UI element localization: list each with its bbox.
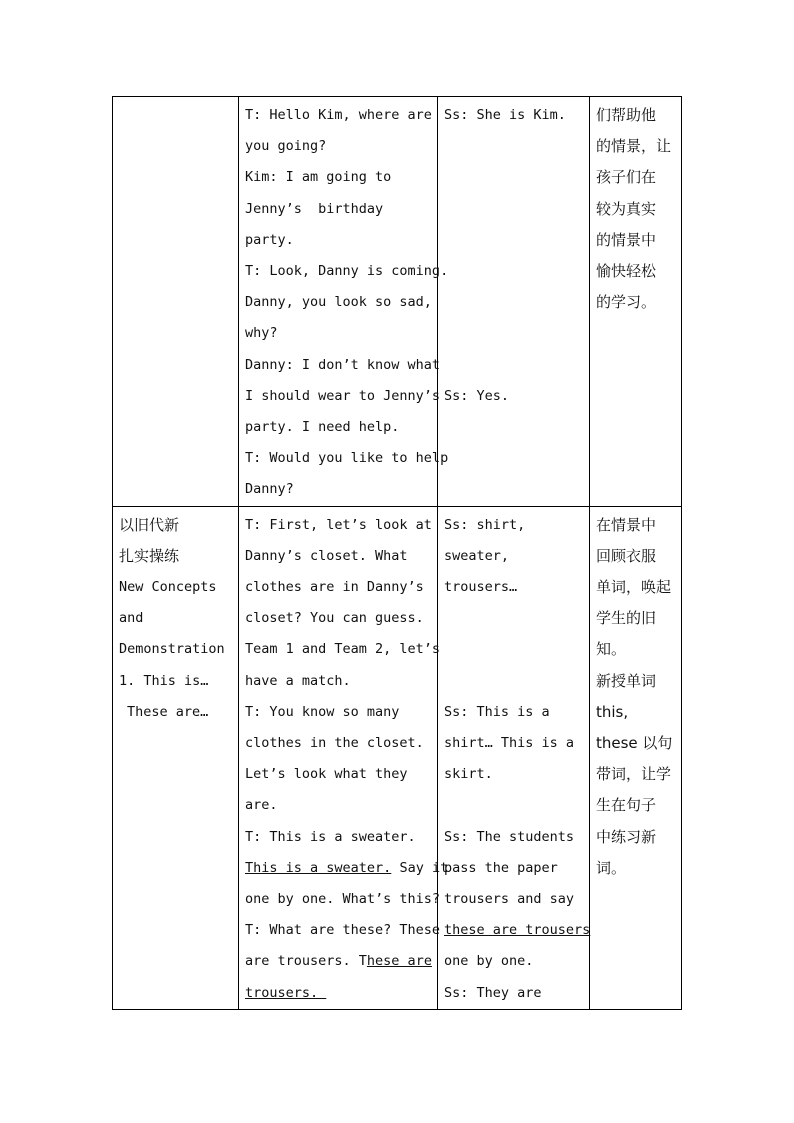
student-response: Ss: This is a (444, 703, 550, 720)
purpose-line: 回顾衣服 (596, 546, 657, 565)
dialogue-line: Danny? (245, 481, 294, 498)
stage-title-en: Demonstration (119, 641, 225, 658)
purpose-line: 带词，让学 (596, 765, 672, 784)
purpose-line: 中练习新 (596, 827, 657, 846)
purpose-line: 的情景，让 (596, 137, 672, 156)
student-response: Ss: They are (444, 984, 542, 1001)
dialogue-line: clothes in the closet. (245, 735, 424, 752)
student-response: shirt… This is a (444, 735, 575, 752)
stage-item: 1. This is… (119, 672, 209, 689)
dialogue-line (245, 853, 449, 884)
purpose-line: these 以句 (596, 734, 673, 753)
dialogue-line: clothes are in Danny’s (245, 579, 424, 596)
purpose-cell (590, 506, 682, 1009)
purpose-line: 的情景中 (596, 230, 657, 249)
purpose-line: 较为真实 (596, 199, 657, 218)
dialogue-line: why? (245, 325, 278, 342)
dialogue-line: closet? You can guess. (245, 610, 424, 627)
dialogue-line: T: First, let’s look at (245, 516, 432, 533)
dialogue-line: Danny’s closet. What (245, 547, 408, 564)
dialogue-line: T: Hello Kim, where are (245, 107, 432, 123)
student-response: sweater, (444, 547, 510, 564)
underlined-phrase: trousers. (245, 984, 327, 1001)
student-response: Ss: The students (444, 828, 575, 845)
dialogue-line: T: Look, Danny is coming. (245, 263, 449, 280)
purpose-line: 学生的旧 (596, 609, 657, 628)
teacher-activity-cell (239, 97, 449, 507)
dialogue-line: are. (245, 797, 278, 814)
underlined-phrase: This is a sweater. (245, 859, 392, 876)
dialogue-line: Let’s look what they (245, 766, 408, 783)
dialogue-text: Say it (391, 859, 449, 876)
student-response: trousers… (444, 579, 518, 596)
student-response: skirt. (444, 766, 493, 783)
purpose-line: 词。 (596, 858, 627, 877)
dialogue-line (245, 978, 431, 1009)
dialogue-line: T: You know so many (245, 703, 400, 720)
dialogue-text: are trousers. T (245, 953, 367, 970)
dialogue-line: Danny, you look so sad, (245, 294, 432, 311)
purpose-line: 在情景中 (596, 515, 657, 534)
student-response: Ss: Yes. (444, 387, 510, 404)
underlined-phrase: these are trousers (444, 922, 591, 939)
dialogue-line: I should wear to Jenny’s (245, 387, 441, 404)
purpose-line: 新授单词 (596, 671, 657, 690)
dialogue-line: T: What are these? These (245, 922, 441, 939)
student-activity-cell (438, 506, 590, 1009)
stage-item: These are… (127, 703, 209, 720)
student-response: pass the paper (444, 859, 558, 876)
purpose-line: 生在句子 (596, 796, 657, 815)
purpose-line: 们帮助他 (596, 106, 657, 124)
dialogue-line: Team 1 and Team 2, let’s (245, 641, 441, 658)
purpose-line: this, (596, 702, 629, 721)
purpose-line: 孩子们在 (596, 168, 657, 187)
dialogue-line: Kim: I am going to (245, 169, 392, 186)
stage-title-cn: 以旧代新 (119, 515, 180, 534)
dialogue-line: you going? (245, 138, 327, 155)
teacher-activity-cell (239, 506, 449, 1009)
stage-subtitle-cn: 扎实操练 (119, 546, 180, 565)
purpose-line: 单词，唤起 (596, 578, 672, 597)
student-response: Ss: shirt, (444, 516, 526, 533)
table-row (113, 506, 682, 1009)
purpose-line: 的学习。 (596, 293, 657, 312)
dialogue-line: Jenny’s birthday (245, 200, 384, 217)
dialogue-line: T: Would you like to help (245, 450, 449, 467)
stage-cell (113, 506, 239, 1009)
dialogue-line: Danny: I don’t know what (245, 356, 441, 373)
purpose-cell (590, 97, 682, 507)
stage-title-en: and (119, 610, 144, 627)
dialogue-line (245, 946, 431, 977)
dialogue-line: one by one. What’s this? (245, 891, 441, 908)
dialogue-line: have a match. (245, 672, 351, 689)
dialogue-line: party. I need help. (245, 419, 400, 436)
student-response: one by one. (444, 953, 534, 970)
purpose-line: 知。 (596, 640, 627, 659)
student-activity-cell (438, 97, 590, 507)
purpose-line: 愉快轻松 (596, 262, 657, 281)
student-response: Ss: She is Kim. (444, 107, 566, 123)
stage-title-en: New Concepts (119, 579, 217, 596)
student-response: trousers and say (444, 891, 575, 908)
dialogue-line: party. (245, 231, 294, 248)
dialogue-line: T: This is a sweater. (245, 828, 416, 845)
lesson-plan-table (112, 96, 682, 1010)
stage-cell (113, 97, 239, 507)
table-row (113, 97, 682, 507)
underlined-phrase: hese are (366, 953, 432, 970)
